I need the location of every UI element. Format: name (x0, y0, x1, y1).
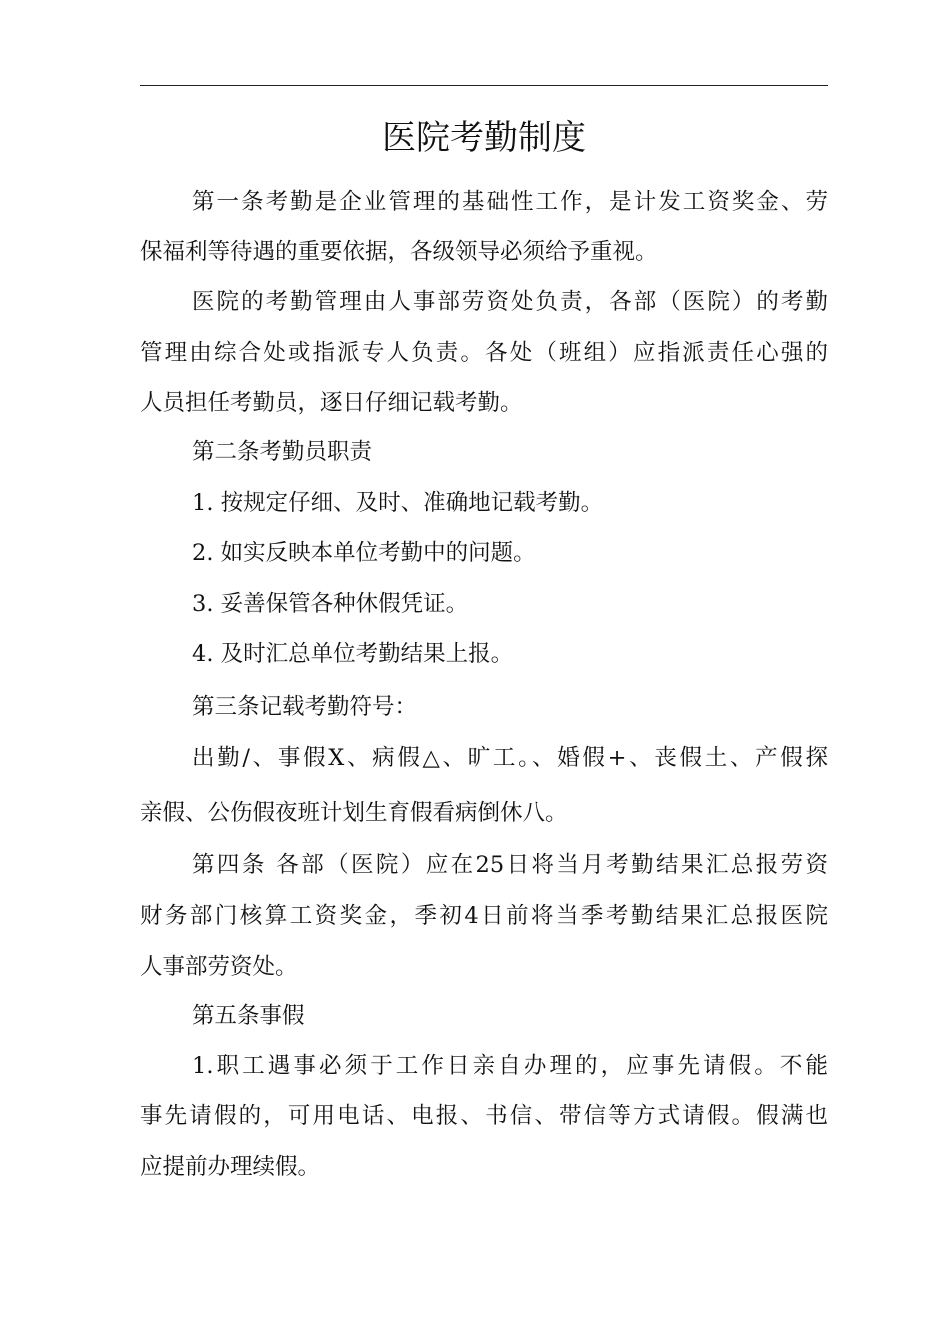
text-line: 财务部门核算工资奖金，季初4日前将当季考勤结果汇总报医院 (140, 903, 828, 929)
text-line: 第四条 各部（医院）应在25日将当月考勤结果汇总报劳资 (192, 852, 828, 878)
page-title: 医院考勤制度 (382, 118, 586, 158)
text-line: 第五条事假 (192, 1003, 305, 1029)
header-rule (140, 85, 828, 86)
text-line: 出勤/、事假X、病假△、旷工。、婚假+、丧假土、产假探 (192, 745, 828, 771)
text-line: 人员担任考勤员，逐日仔细记载考勤。 (140, 390, 523, 416)
list-item: 3. 妥善保管各种休假凭证。 (192, 591, 469, 617)
list-item: 2. 如实反映本单位考勤中的问题。 (192, 540, 536, 566)
text-line: 第三条记载考勤符号： (192, 694, 418, 720)
text-line: 第二条考勤员职责 (192, 439, 373, 465)
text-line: 亲假、公伤假夜班计划生育假看病倒休八。 (140, 800, 568, 826)
text-line: 保福利等待遇的重要依据，各级领导必须给予重视。 (140, 239, 658, 265)
text-line: 人事部劳资处。 (140, 954, 298, 980)
text-line: 管理由综合处或指派专人负责。各处（班组）应指派责任心强的 (140, 340, 828, 366)
list-item: 4. 及时汇总单位考勤结果上报。 (192, 641, 514, 667)
text-line: 第一条考勤是企业管理的基础性工作，是计发工资奖金、劳 (192, 189, 828, 215)
text-line: 医院的考勤管理由人事部劳资处负责，各部（医院）的考勤 (192, 289, 828, 315)
text-line: 应提前办理续假。 (140, 1154, 321, 1180)
list-item: 1. 按规定仔细、及时、准确地记载考勤。 (192, 490, 604, 516)
text-line: 1.职工遇事必须于工作日亲自办理的，应事先请假。不能 (192, 1053, 828, 1079)
text-line: 事先请假的，可用电话、电报、书信、带信等方式请假。假满也 (140, 1103, 828, 1129)
